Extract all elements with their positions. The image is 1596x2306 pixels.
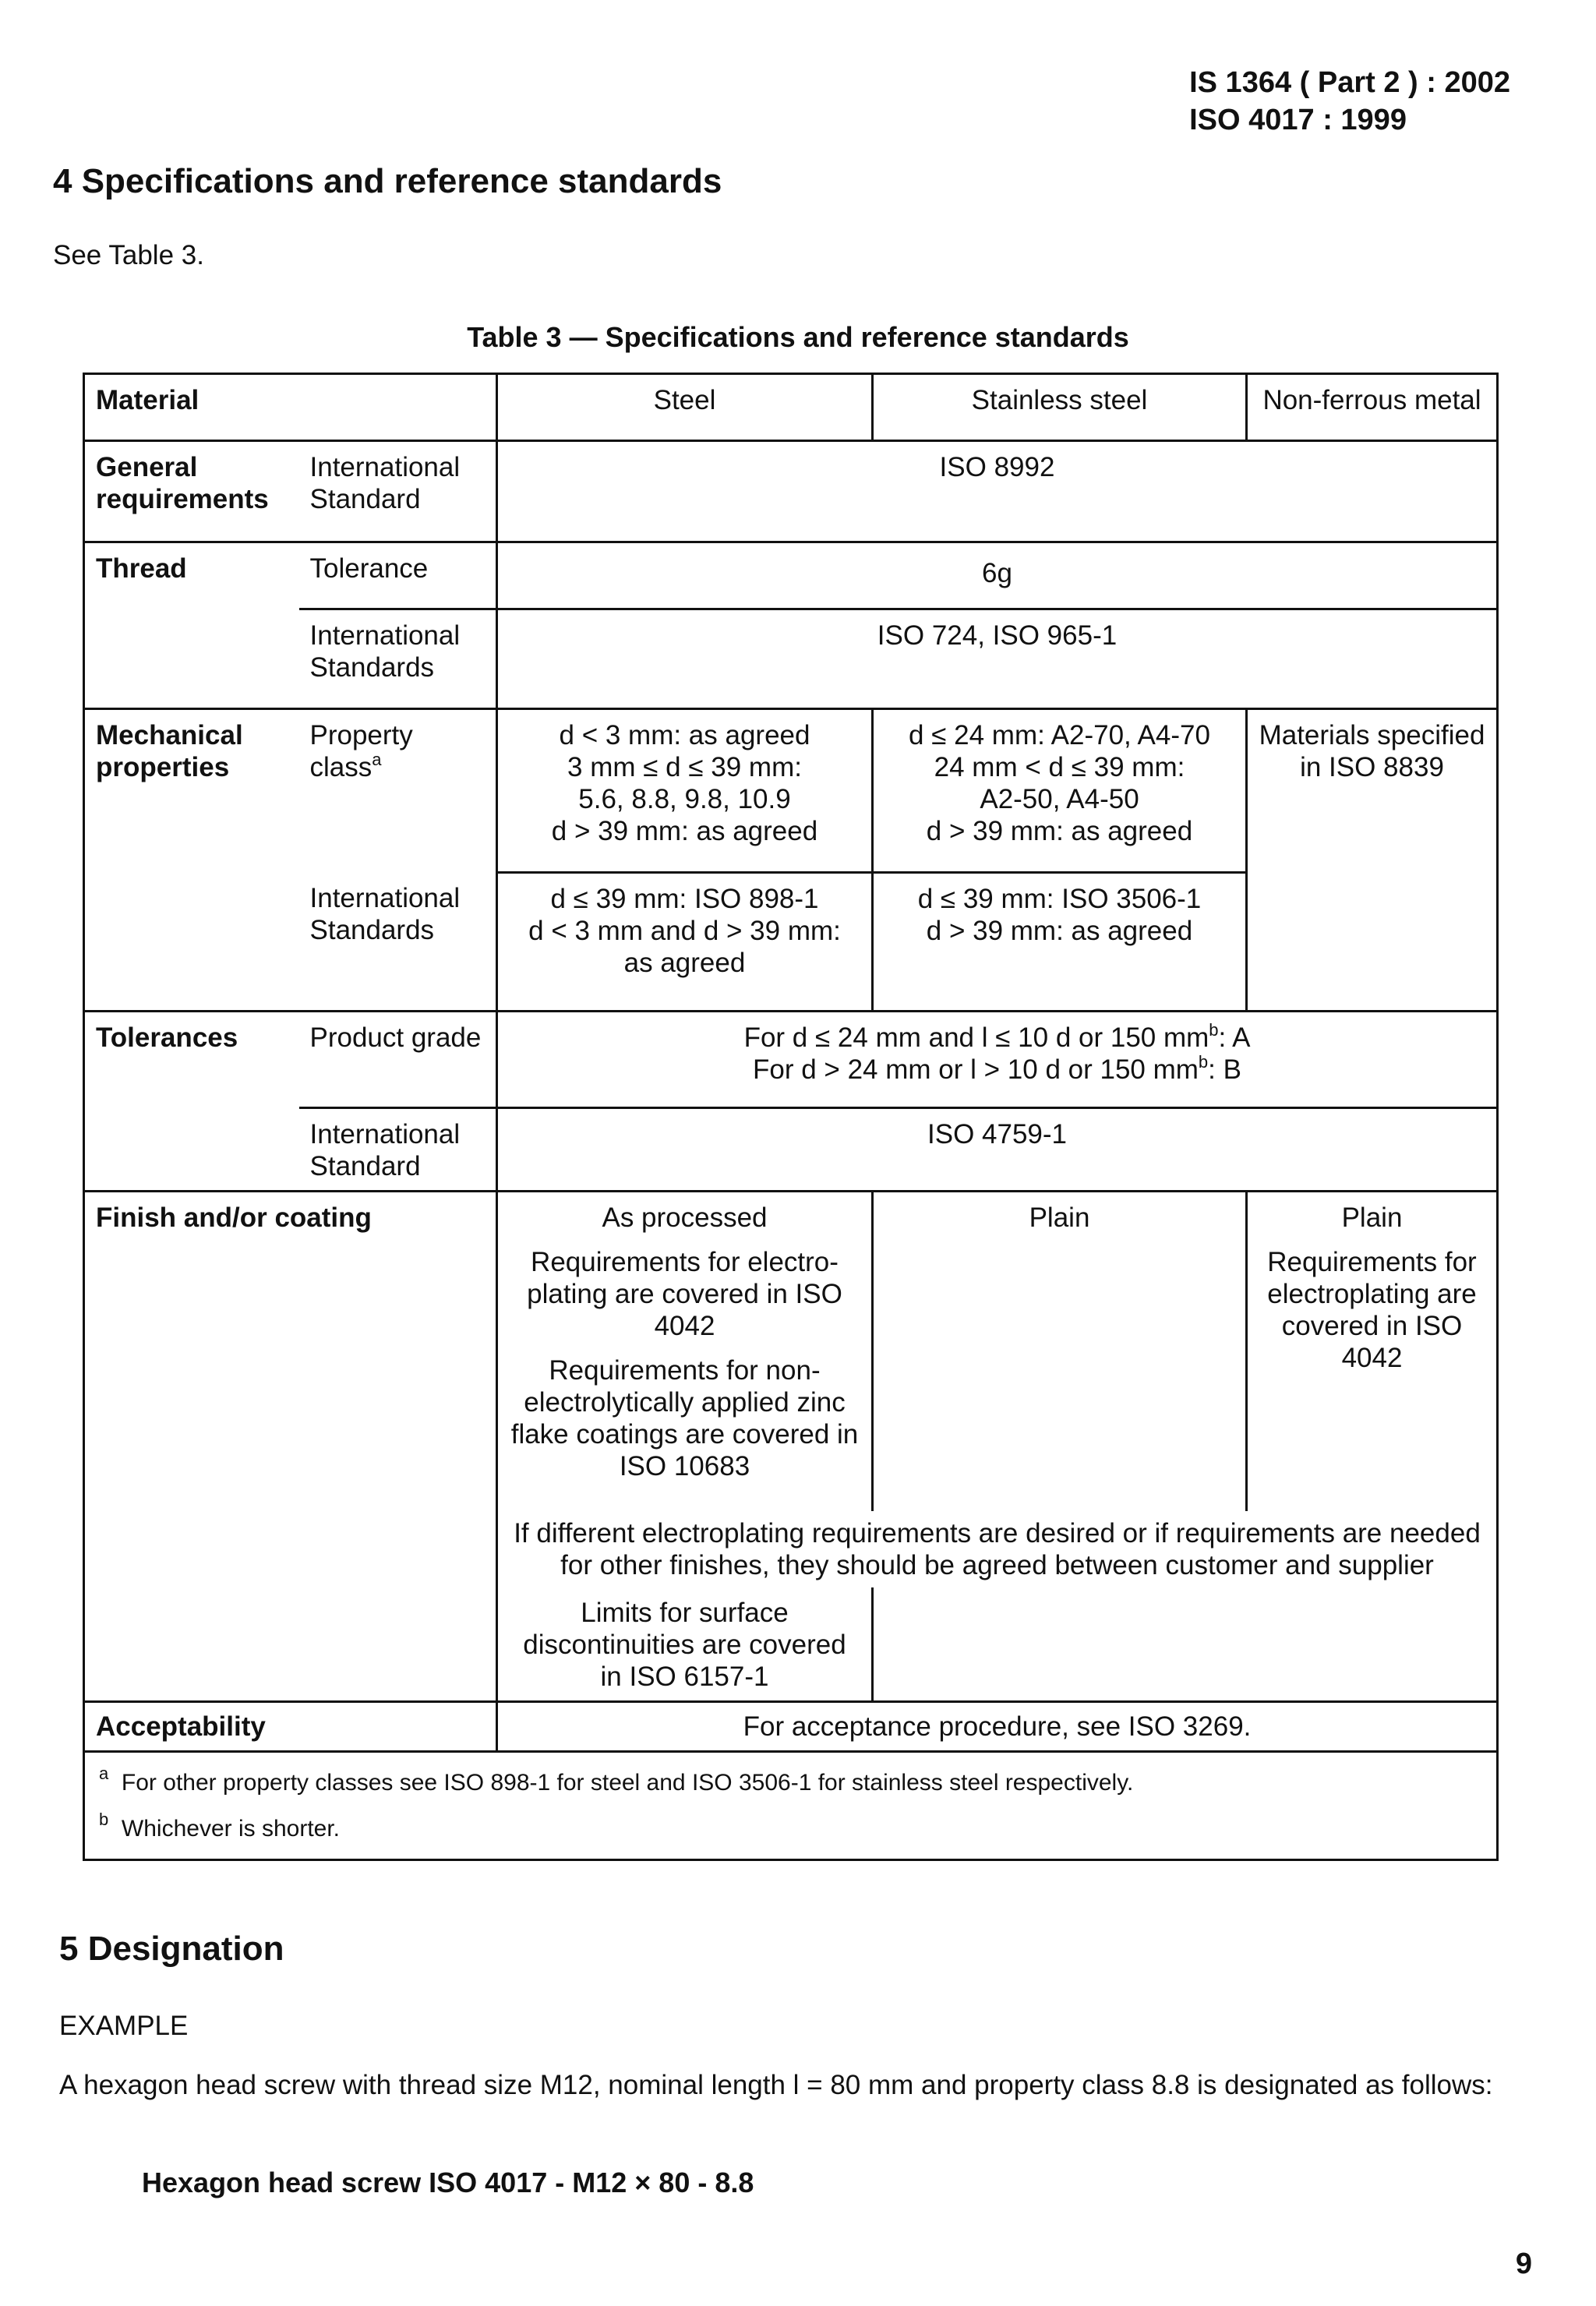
general-value: ISO 8992 xyxy=(497,441,1498,542)
product-grade-value: For d ≤ 24 mm and l ≤ 10 d or 150 $mm^b$: A For d > 24 mm or l > 10 d or 150 $mm^b$: B xyxy=(497,1012,1498,1108)
finish-surface-empty xyxy=(873,1587,1498,1702)
header-line-1: IS 1364 ( Part 2 ) : 2002 xyxy=(1189,66,1510,99)
page-number: 9 xyxy=(1515,2248,1532,2280)
finish-steel: As processed Requirements for electro-plating are covered in ISO 4042 Requirements for non-electrolytically applied zinc flake coatings are covered in ISO 10683 xyxy=(497,1192,873,1511)
tolerances-grade-row xyxy=(84,1012,1498,1108)
finish-stainless: Plain xyxy=(873,1192,1247,1511)
stainless-standards: d ≤ 39 mm: ISO 3506-1 d > 39 mm: as agreed xyxy=(873,873,1247,1012)
standard-header xyxy=(1189,64,1510,139)
finish-note: If different electroplating requirements are desired or if requirements are needed for other finishes, they should be agreed between customer and supplier xyxy=(497,1511,1498,1587)
header-nonferrous: Non-ferrous metal xyxy=(1247,374,1498,441)
thread-label: Thread xyxy=(84,542,299,709)
finish-row xyxy=(84,1192,1498,1511)
footnotes xyxy=(84,1751,1498,1859)
steel-property-classes: d < 3 mm: as agreed 3 mm ≤ d ≤ 39 mm: 5.6, 8.8, 9.8, 10.9 d > 39 mm: as agreed xyxy=(497,709,873,873)
tolerances-label: Tolerances xyxy=(84,1012,299,1192)
mechanical-property-row xyxy=(84,709,1498,873)
general-label: General requirements xyxy=(84,441,299,542)
footnotes-row xyxy=(84,1751,1498,1859)
footnote-a: $^a$ For other property classes see ISO 898-1 for steel and ISO 3506-1 for stainless steel respectively. xyxy=(99,1763,1134,1796)
product-grade-label: Product grade xyxy=(299,1012,497,1108)
acceptability-value: For acceptance procedure, see ISO 3269. xyxy=(497,1701,1498,1751)
thread-tolerance-value: 6g xyxy=(497,542,1498,609)
finish-nonferrous: Plain Requirements for electroplating are covered in ISO 4042 xyxy=(1247,1192,1498,1511)
thread-tolerance-row xyxy=(84,542,1498,609)
nonferrous-materials: Materials specified in ISO 8839 xyxy=(1247,709,1498,1012)
thread-standards-label: International Standards xyxy=(299,609,497,709)
example-label: EXAMPLE xyxy=(59,2011,189,2041)
header-line-2: ISO 4017 : 1999 xyxy=(1189,104,1407,136)
section-4-title: 4 Specifications and reference standards xyxy=(53,162,722,200)
see-table-text: See Table 3. xyxy=(53,240,204,270)
general-row xyxy=(84,441,1498,542)
thread-tolerance-label: Tolerance xyxy=(299,542,497,609)
table-caption: Table 3 — Specifications and reference standards xyxy=(467,321,1129,353)
steel-standards: d ≤ 39 mm: ISO 898-1 d < 3 mm and d > 39 mm: as agreed xyxy=(497,873,873,1012)
header-stainless: Stainless steel xyxy=(873,374,1247,441)
acceptability-row xyxy=(84,1701,1498,1751)
acceptability-label: Acceptability xyxy=(84,1701,497,1751)
property-class-label: Property class$^a$ xyxy=(299,709,497,873)
table-header-row xyxy=(84,374,1498,441)
finish-surface: Limits for surface discontinuities are covered in ISO 6157-1 xyxy=(497,1587,873,1702)
header-steel: Steel xyxy=(497,374,873,441)
tolerances-standard-value: ISO 4759-1 xyxy=(497,1108,1498,1192)
stainless-property-classes: d ≤ 24 mm: A2-70, A4-70 24 mm < d ≤ 39 mm: A2-50, A4-50 d > 39 mm: as agreed xyxy=(873,709,1247,873)
section-5-title: 5 Designation xyxy=(59,1930,284,1968)
spec-table xyxy=(83,373,1499,1861)
header-material: Material xyxy=(84,374,497,441)
finish-label: Finish and/or coating xyxy=(84,1192,497,1702)
general-sub: International Standard xyxy=(299,441,497,542)
designation-example: Hexagon head screw ISO 4017 - M12 × 80 - 8.8 xyxy=(142,2167,754,2198)
mechanical-label: Mechanical properties xyxy=(84,709,299,1012)
footnote-b: $^b$ Whichever is shorter. xyxy=(99,1809,341,1842)
thread-standards-value: ISO 724, ISO 965-1 xyxy=(497,609,1498,709)
mechanical-standards-label: International Standards xyxy=(299,873,497,1012)
tolerances-standard-label: International Standard xyxy=(299,1108,497,1192)
example-body: A hexagon head screw with thread size M12, nominal length l = 80 mm and property class 8.8 is designated as follows: xyxy=(59,2070,1493,2100)
